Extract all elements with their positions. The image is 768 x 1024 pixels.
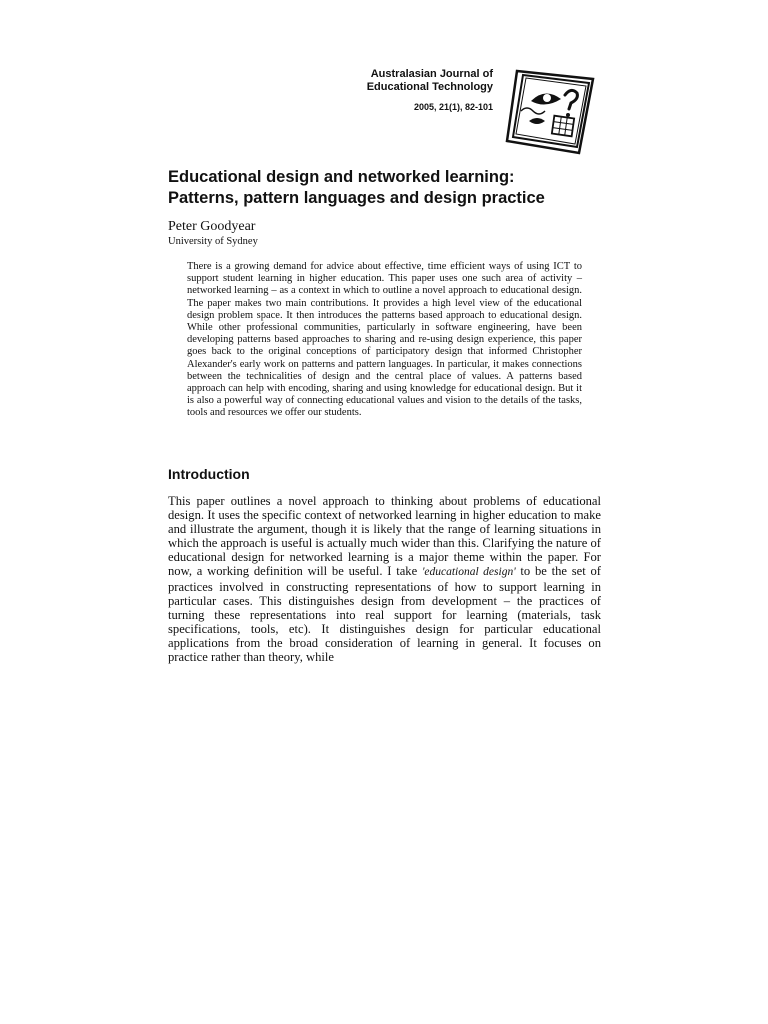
- introduction-text-before: This paper outlines a novel approach to thinking about problems of educational design. It uses the specific context of networked learning in higher education to make and illustrate the argument, though it is likely that the range of learning situations in which the approach is useful is actually much wider than this. Clarifying the nature of educational design for networked learning is a major theme within the paper. For now, a working definition will be useful. I take: [168, 494, 601, 579]
- author-affiliation: University of Sydney: [168, 236, 258, 247]
- journal-citation: 2005, 21(1), 82-101: [413, 102, 493, 112]
- introduction-paragraph: [168, 494, 601, 664]
- journal-name-line1: Australasian Journal of: [370, 68, 493, 80]
- journal-header: [300, 68, 493, 113]
- section-heading-introduction: Introduction: [168, 466, 250, 482]
- title-line2: Patterns, pattern languages and design practice: [168, 189, 545, 207]
- abstract: There is a growing demand for advice about effective, time efficient ways of using ICT to support student learning in higher education. This paper uses one such area of activity – networked learning – as a context in which to outline a novel approach to educational design. The paper makes two main contributions. It provides a high level view of the educational design problem space. It then introduces the patterns based approach to educational design. While other professional communities, particularly in software engineering, have been developing patterns based approaches to sharing and re-using design experience, this paper goes back to the original conceptions of participatory design that informed Christopher Alexander's early work on patterns and pattern languages. In particular, it makes connections between the technicalities of design and the central place of values. A patterns based approach can help with encoding, sharing and using knowledge for educational design. But it is also a powerful way of connecting educational values and vision to the details of the tasks, tools and resources we offer our students.: [187, 261, 582, 419]
- journal-logo-icon: [505, 65, 595, 155]
- journal-name-line2: Educational Technology: [366, 81, 493, 93]
- article-title: [168, 167, 608, 209]
- author-name: Peter Goodyear: [168, 219, 256, 234]
- introduction-term: 'educational design': [421, 566, 516, 579]
- title-line1: Educational design and networked learning:: [168, 168, 515, 186]
- introduction-text-after: to be the set of practices involved in constructing representations of how to support learning in particular cases. This distinguishes design from development – the practices of turning these representations into real support for learning (materials, task specifications, tools, etc). It distinguishes design for particular educational applications from the broad consideration of learning in general. It focuses on practice rather than theory, while: [168, 564, 601, 665]
